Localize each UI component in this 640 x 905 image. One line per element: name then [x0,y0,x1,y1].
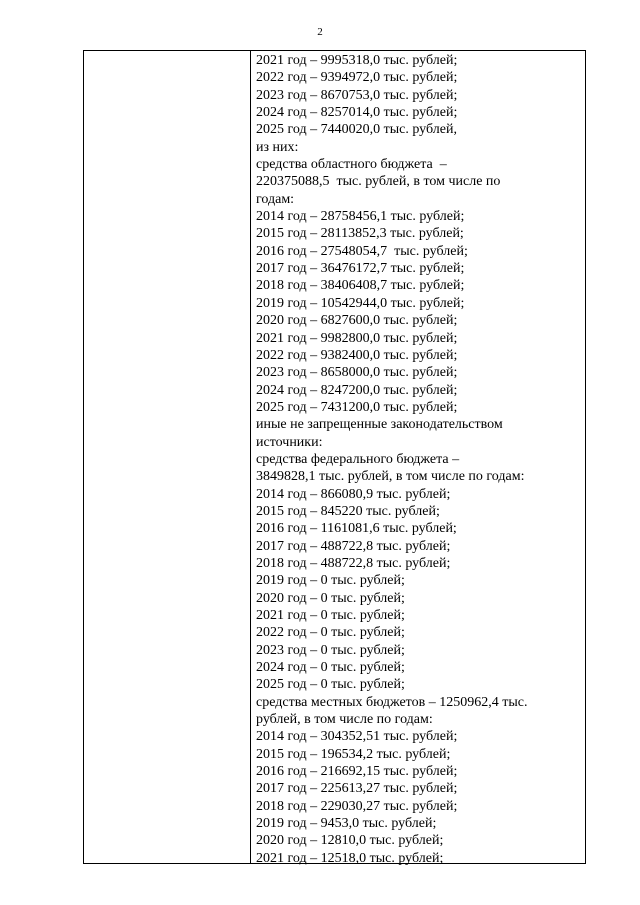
funding-text-line: из них: [256,139,299,155]
funding-text-line: 2018 год – 38406408,7 тыс. рублей; [256,278,465,294]
funding-text-line: 2023 год – 8670753,0 тыс. рублей; [256,87,458,103]
funding-text-line: 2016 год – 1161081,6 тыс. рублей; [256,521,457,537]
funding-text-line: годам: [256,191,295,207]
funding-text-line: иные не запрещенные законодательством [256,417,503,433]
funding-text-line: 2023 год – 0 тыс. рублей; [256,642,405,658]
funding-text-line: средства местных бюджетов – 1250962,4 тыс. [256,694,528,710]
funding-text-line: рублей, в том числе по годам: [256,712,433,728]
funding-text-line: 2020 год – 12810,0 тыс. рублей; [256,833,444,849]
funding-text-line: 2019 год – 9453,0 тыс. рублей; [256,816,437,832]
funding-text-line: 3849828,1 тыс. рублей, в том числе по годам: [256,469,525,485]
funding-text-line: 2017 год – 36476172,7 тыс. рублей; [256,261,465,277]
funding-text-line: средства федерального бюджета – [256,451,460,467]
funding-text-line: 2018 год – 488722,8 тыс. рублей; [256,555,451,571]
funding-text-line: 2020 год – 6827600,0 тыс. рублей; [256,313,458,329]
page-number: 2 [317,26,323,38]
funding-text-line: 2014 год – 866080,9 тыс. рублей; [256,486,451,502]
table-left-cell [84,51,251,863]
funding-text-line: 2022 год – 9394972,0 тыс. рублей; [256,70,458,86]
funding-text-line: 2016 год – 216692,15 тыс. рублей; [256,764,458,780]
funding-text-line: 2021 год – 9982800,0 тыс. рублей; [256,330,458,346]
funding-text-line: 2015 год – 845220 тыс. рублей; [256,503,440,519]
funding-text-line: 2014 год – 304352,51 тыс. рублей; [256,729,458,745]
funding-table [83,50,586,864]
funding-text-line: 2021 год – 9995318,0 тыс. рублей; [256,53,458,68]
funding-text-line: 2025 год – 0 тыс. рублей; [256,677,405,693]
funding-text-line: 2014 год – 28758456,1 тыс. рублей; [256,209,465,225]
funding-text-line: 2017 год – 225613,27 тыс. рублей; [256,781,458,797]
funding-text-line: 2023 год – 8658000,0 тыс. рублей; [256,365,458,381]
funding-text-line: 2019 год – 10542944,0 тыс. рублей; [256,295,465,311]
funding-text-line: 2024 год – 8257014,0 тыс. рублей; [256,105,458,121]
funding-text-line: 2017 год – 488722,8 тыс. рублей; [256,538,451,554]
table-right-cell [251,51,585,866]
funding-text-line: 220375088,5 тыс. рублей, в том числе по [256,174,501,190]
funding-text-line: 2021 год – 0 тыс. рублей; [256,608,405,623]
funding-text-line: 2024 год – 8247200,0 тыс. рублей; [256,382,458,398]
funding-text-line: 2024 год – 0 тыс. рублей; [256,660,405,676]
funding-text-line: 2015 год – 196534,2 тыс. рублей; [256,746,451,762]
funding-text-line: источники: [256,434,323,450]
funding-text-line: 2022 год – 9382400,0 тыс. рублей; [256,347,458,363]
funding-text-line: средства областного бюджета – [256,157,447,173]
funding-text-line: 2019 год – 0 тыс. рублей; [256,573,405,589]
funding-text-line: 2015 год – 28113852,3 тыс. рублей; [256,226,464,242]
funding-text-line: 2016 год – 27548054,7 тыс. рублей; [256,243,468,259]
funding-text-line: 2025 год – 7431200,0 тыс. рублей; [256,399,458,415]
funding-text-line: 2018 год – 229030,27 тыс. рублей; [256,798,458,814]
funding-text-line: 2021 год – 12518,0 тыс. рублей; [256,850,444,866]
funding-text-line: 2022 год – 0 тыс. рублей; [256,625,405,641]
funding-text-line: 2025 год – 7440020,0 тыс. рублей, [256,122,457,138]
funding-text-line: 2020 год – 0 тыс. рублей; [256,590,405,606]
